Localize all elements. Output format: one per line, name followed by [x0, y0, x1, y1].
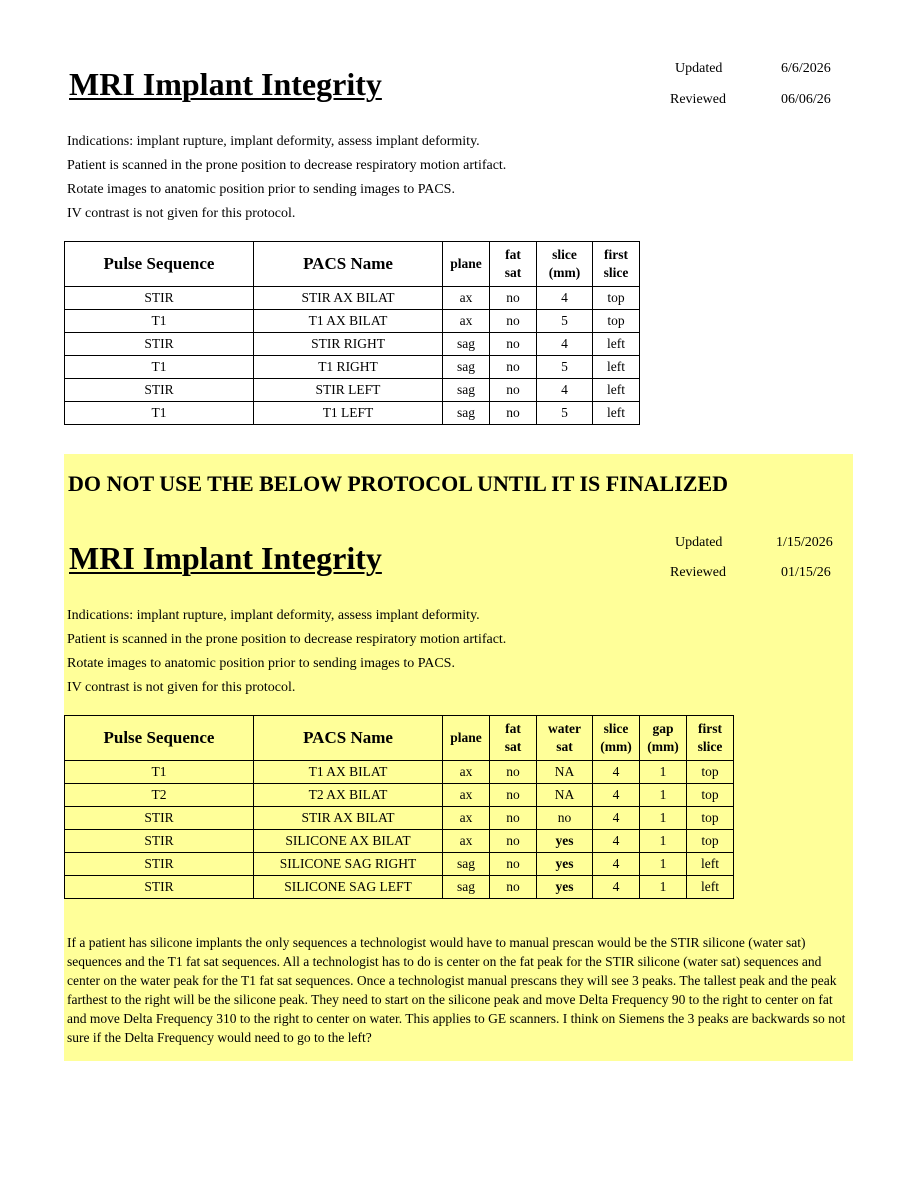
cell-slice: 4 [593, 830, 640, 853]
table-row [65, 310, 640, 333]
cell-fat-sat: no [490, 287, 537, 310]
indications-line: Indications: implant rupture, implant deformity, assess implant deformity. [67, 134, 480, 149]
cell-gap: 1 [640, 853, 687, 876]
cell-pacs-name: STIR RIGHT [254, 333, 443, 356]
cell-first-slice: top [687, 830, 734, 853]
header-gap: gap (mm) [640, 716, 687, 761]
cell-sequence: STIR [65, 287, 254, 310]
cell-pacs-name: T1 RIGHT [254, 356, 443, 379]
cell-water-sat: NA [537, 761, 593, 784]
cell-plane: ax [443, 830, 490, 853]
cell-fat-sat: no [490, 830, 537, 853]
cell-slice: 4 [593, 876, 640, 899]
table-row [65, 402, 640, 425]
cell-plane: sag [443, 356, 490, 379]
cell-gap: 1 [640, 807, 687, 830]
indications-block [67, 130, 506, 226]
cell-plane: ax [443, 310, 490, 333]
cell-gap: 1 [640, 761, 687, 784]
cell-first-slice: left [593, 356, 640, 379]
cell-plane: ax [443, 287, 490, 310]
cell-pacs-name: T2 AX BILAT [254, 784, 443, 807]
cell-pacs-name: STIR LEFT [254, 379, 443, 402]
cell-fat-sat: no [490, 310, 537, 333]
table-row [65, 379, 640, 402]
header-water-sat: water sat [537, 716, 593, 761]
cell-pacs-name: SILICONE SAG RIGHT [254, 853, 443, 876]
cell-sequence: T1 [65, 310, 254, 333]
cell-water-sat: no [537, 807, 593, 830]
sequence-table [64, 241, 640, 425]
cell-sequence: T1 [65, 402, 254, 425]
header-pacs-name: PACS Name [254, 716, 443, 761]
cell-water-sat: yes [537, 830, 593, 853]
header-plane: plane [443, 242, 490, 287]
cell-sequence: T1 [65, 356, 254, 379]
cell-plane: sag [443, 853, 490, 876]
cell-pacs-name: SILICONE AX BILAT [254, 830, 443, 853]
cell-fat-sat: no [490, 784, 537, 807]
cell-plane: sag [443, 379, 490, 402]
cell-slice: 5 [537, 356, 593, 379]
cell-plane: sag [443, 876, 490, 899]
draft-sequence-table [64, 715, 734, 899]
cell-first-slice: top [687, 761, 734, 784]
cell-first-slice: left [687, 876, 734, 899]
cell-sequence: STIR [65, 333, 254, 356]
updated-date: 6/6/2026 [781, 61, 831, 76]
cell-slice: 4 [593, 784, 640, 807]
cell-gap: 1 [640, 784, 687, 807]
cell-first-slice: left [593, 379, 640, 402]
header-pulse-sequence: Pulse Sequence [65, 716, 254, 761]
cell-fat-sat: no [490, 761, 537, 784]
table-header-row [65, 242, 640, 287]
header-fat-sat: fat sat [490, 716, 537, 761]
indications-line: Indications: implant rupture, implant deformity, assess implant deformity. [67, 608, 480, 623]
cell-sequence: STIR [65, 876, 254, 899]
cell-sequence: STIR [65, 379, 254, 402]
cell-fat-sat: no [490, 402, 537, 425]
header-first-slice: first slice [593, 242, 640, 287]
table-row [65, 356, 640, 379]
cell-fat-sat: no [490, 853, 537, 876]
table-row [65, 807, 734, 830]
silicone-prescan-note: If a patient has silicone implants the only sequences a technologist would have to manual prescan would be the STIR silicone (water sat) sequences and the T1 fat sat sequences. All a technologist has to do is center on the fat peak for the STIR silicone (water sat) sequences and center on the water peak for the T1 fat sat sequences. Once a technologist manual prescans they will see 3 peaks. The tallest peak and the peak farthest to the right will be the silicone peak. They need to start on the silicone peak and move Delta Frequency 90 to the right to center on fat and move Delta Frequency 310 to the right to center on water. This applies to GE scanners. I think on Siemens the 3 peaks are backwards so not sure if the Delta Frequency would need to go to the left? [67, 935, 846, 1045]
cell-pacs-name: STIR AX BILAT [254, 287, 443, 310]
cell-first-slice: top [593, 310, 640, 333]
cell-first-slice: top [593, 287, 640, 310]
cell-water-sat: yes [537, 876, 593, 899]
cell-pacs-name: T1 AX BILAT [254, 310, 443, 333]
cell-pacs-name: STIR AX BILAT [254, 807, 443, 830]
cell-pacs-name: SILICONE SAG LEFT [254, 876, 443, 899]
cell-sequence: STIR [65, 853, 254, 876]
cell-slice: 5 [537, 310, 593, 333]
cell-first-slice: left [687, 853, 734, 876]
cell-plane: sag [443, 333, 490, 356]
cell-slice: 4 [593, 807, 640, 830]
cell-slice: 4 [593, 853, 640, 876]
page-title: MRI Implant Integrity [69, 66, 382, 102]
cell-slice: 4 [537, 379, 593, 402]
cell-water-sat: NA [537, 784, 593, 807]
rotation-line: Rotate images to anatomic position prior to sending images to PACS. [67, 656, 455, 671]
header-plane: plane [443, 716, 490, 761]
draft-reviewed-label: Reviewed [670, 565, 726, 580]
cell-gap: 1 [640, 876, 687, 899]
table-row [65, 830, 734, 853]
table-row [65, 761, 734, 784]
updated-label: Updated [675, 61, 723, 76]
table-row [65, 333, 640, 356]
cell-sequence: STIR [65, 807, 254, 830]
cell-fat-sat: no [490, 356, 537, 379]
table-row [65, 853, 734, 876]
draft-warning: DO NOT USE THE BELOW PROTOCOL UNTIL IT IS FINALIZED [68, 471, 729, 496]
cell-plane: ax [443, 784, 490, 807]
cell-fat-sat: no [490, 379, 537, 402]
header-pulse-sequence: Pulse Sequence [65, 242, 254, 287]
reviewed-date: 06/06/26 [781, 92, 831, 107]
cell-sequence: STIR [65, 830, 254, 853]
cell-fat-sat: no [490, 876, 537, 899]
positioning-line: Patient is scanned in the prone position to decrease respiratory motion artifact. [67, 632, 507, 647]
cell-pacs-name: T1 AX BILAT [254, 761, 443, 784]
cell-plane: sag [443, 402, 490, 425]
table-row [65, 287, 640, 310]
cell-water-sat: yes [537, 853, 593, 876]
contrast-line: IV contrast is not given for this protocol. [67, 206, 296, 221]
cell-slice: 5 [537, 402, 593, 425]
cell-first-slice: top [687, 784, 734, 807]
draft-indications-block [67, 604, 506, 700]
header-fat-sat: fat sat [490, 242, 537, 287]
cell-gap: 1 [640, 830, 687, 853]
draft-updated-date: 1/15/2026 [776, 535, 833, 550]
contrast-line: IV contrast is not given for this protocol. [67, 680, 296, 695]
table-header-row [65, 716, 734, 761]
cell-plane: ax [443, 807, 490, 830]
header-pacs-name: PACS Name [254, 242, 443, 287]
cell-fat-sat: no [490, 807, 537, 830]
draft-updated-label: Updated [675, 535, 723, 550]
cell-plane: ax [443, 761, 490, 784]
cell-first-slice: top [687, 807, 734, 830]
cell-sequence: T2 [65, 784, 254, 807]
header-slice: slice (mm) [537, 242, 593, 287]
table-row [65, 784, 734, 807]
cell-slice: 4 [537, 333, 593, 356]
cell-sequence: T1 [65, 761, 254, 784]
draft-reviewed-date: 01/15/26 [781, 565, 831, 580]
cell-slice: 4 [593, 761, 640, 784]
cell-first-slice: left [593, 333, 640, 356]
draft-title: MRI Implant Integrity [69, 540, 382, 576]
header-slice: slice (mm) [593, 716, 640, 761]
cell-slice: 4 [537, 287, 593, 310]
cell-fat-sat: no [490, 333, 537, 356]
table-row [65, 876, 734, 899]
cell-pacs-name: T1 LEFT [254, 402, 443, 425]
header-first-slice: first slice [687, 716, 734, 761]
cell-first-slice: left [593, 402, 640, 425]
rotation-line: Rotate images to anatomic position prior to sending images to PACS. [67, 182, 455, 197]
reviewed-label: Reviewed [670, 92, 726, 107]
positioning-line: Patient is scanned in the prone position to decrease respiratory motion artifact. [67, 158, 507, 173]
